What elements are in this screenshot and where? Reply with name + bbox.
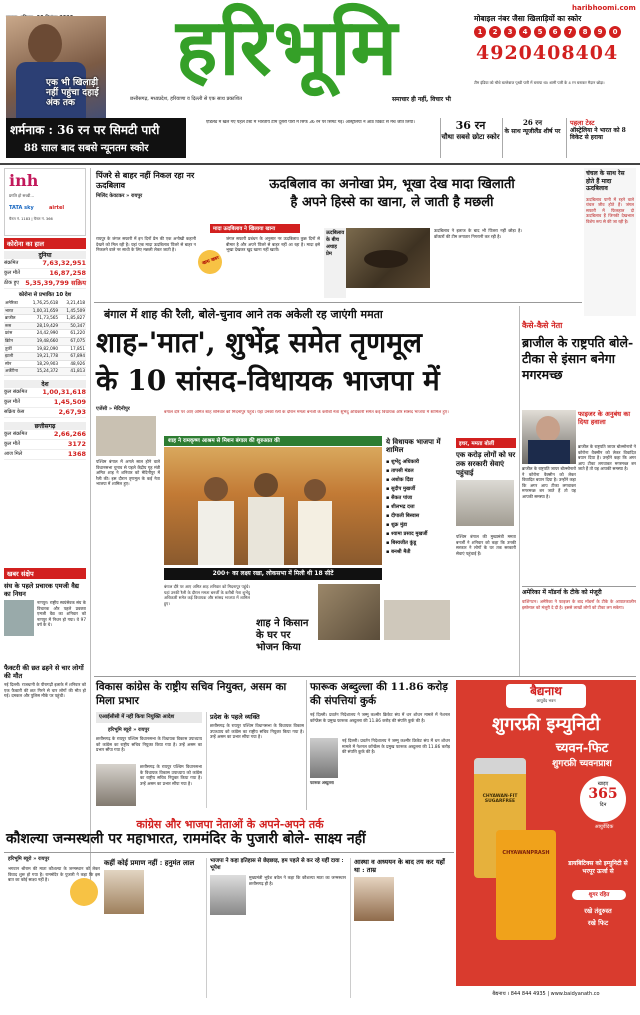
otter-headline-line2: है अपने हिस्से का खाना, ले जाती है मछली [290, 195, 494, 210]
list-item: ▪ सैकत पांजा [386, 495, 413, 501]
digit-ball: 4 [519, 26, 531, 38]
farooq-caption: फारूक अब्दुल्ला [310, 780, 334, 785]
ad-365-badge [580, 776, 626, 822]
khabar-title: खबर संक्षेप [4, 568, 86, 579]
digit-ball: 6 [549, 26, 561, 38]
stat-label: सक्रिय केस [4, 408, 25, 415]
table-cell: अमेरिका [4, 300, 23, 307]
world-title: दुनिया [4, 251, 86, 259]
farooq-body: नई दिल्ली। प्रवर्तन निदेशालय ने जम्मू कश्मीर क्रिकेट संघ में धन शोधन मामले में नेशनल कॉन्फ्रेंस के प्रमुख फारूक अब्दुल्ला की 11.86 करोड़ की संपत्ति कुर्क की है। [310, 712, 450, 723]
stat-row [4, 279, 86, 289]
joined-title: ये विधायक भाजपा में शामिल [386, 437, 441, 454]
bottom-q2-body: मुख्यमंत्री भूपेश बघेल ने कहा कि कौशल्या माता का जन्मस्थान छत्तीसगढ़ ही है। [249, 875, 346, 886]
banner-headline: शर्मनाक : 36 रन पर सिमटी पारी [10, 123, 160, 137]
baidyanath-ad [456, 680, 636, 1002]
bottom-badge [70, 878, 98, 906]
hanumant-photo [104, 870, 144, 914]
table-row [4, 368, 86, 376]
stat-row [4, 259, 86, 269]
ad-tag2: शुगर रहित [572, 890, 626, 900]
table-cell: 19,48,660 [23, 337, 59, 345]
otter-kicker-title: पिंजरे से बाहर नहीं निकल रहा नर ऊदबिलाव [96, 170, 195, 190]
khas-label: खास खबर [201, 255, 220, 267]
ad-tag1: डायबिटिक्स को इम्युनिटी से भरपूर ऊर्जा से [568, 860, 628, 875]
lead-body: पश्चिम बंगाल में अगले साल होने वाले विधानसभा चुनाव से पहले केंद्रीय गृह मंत्री अमित शाह ने शनिवार को मेदिनीपुर में रैली की। इस दौरान तृणमूल के कई नेता भाजपा में शामिल हुए। [96, 459, 160, 487]
ad-brand-sub: आयुर्वेद भवन [536, 698, 556, 703]
stat-label: ठीक हुए [4, 280, 20, 286]
stat-row [4, 408, 86, 418]
farm-title: शाह ने किसान के घर पर भोजन किया [256, 618, 309, 653]
bottom-headline: कौशल्या जन्मस्थली पर महाभारत, राममंदिर के पुजारी बोले- साक्ष्य नहीं [6, 831, 366, 847]
table-cell: 19,21,778 [23, 353, 59, 361]
otter-body2: जंगल सफारी प्रबंधन के अनुसार नर ऊदबिलाव कुछ दिनों से बीमार है और अपने पिंजरे से बाहर नहीं आ रहा है। मादा इसे भूखा देखकर खुद खाना नहीं खाती। [226, 236, 320, 253]
stat-label: कुल मौतें [4, 440, 20, 447]
lead-headline [96, 324, 512, 400]
table-cell: फ्रांस [4, 330, 23, 338]
otter-headline-line1: ऊदबिलाव का अनोखा प्रेम, भूखा देख मादा खिलाती [269, 177, 515, 192]
table-cell: रूस [4, 322, 23, 330]
otter-body1: रायपुर के जंगल सफारी में इन दिनों प्रेम की एक अनोखी कहानी देखने को मिल रही है। यहां एक मादा ऊदबिलाव पिंजरे से बाहर न निकलने वाले नर साथी के लिए मछली लेकर जाती है। [96, 236, 196, 253]
list-item: ▪ सुदीप मुखर्जी [386, 486, 416, 492]
corona-title: कोरोना का हाल [4, 238, 86, 249]
list-item: ▪ दीपाली बिस्वास [386, 513, 420, 519]
tatasky-label: TATA sky [9, 205, 34, 211]
ad-badge-bottom: दिन [599, 802, 607, 808]
table-row [4, 307, 86, 315]
bottom-q2 [206, 858, 346, 998]
box-test [566, 118, 634, 158]
digit-ball: 1 [474, 26, 486, 38]
cg-title: छत्तीसगढ़ [4, 422, 86, 430]
phone-score: 4920408404 [476, 42, 619, 64]
stat-label: कुल मौतें [4, 270, 20, 276]
otter-kicker [96, 170, 196, 232]
congress-kicker: एआईसीसी में नहीं किया नियुक्ति आदेश [96, 712, 202, 723]
list-item: ▪ अशोक दिंडा [386, 477, 414, 483]
ad-headline: शुगरफ्री इम्युनिटी [491, 714, 601, 735]
table-row [4, 322, 86, 330]
shah-rally-photo [164, 447, 382, 565]
side-body: ऊदबिलाव पानी में रहने वाले चंचल जीव होते हैं। जंगल सफारी में फिलहाल दो ऊदबिलाव हैं जिनकी देखभाल विशेष रूप से की जा रही है। [586, 196, 634, 224]
india-title: देश [4, 380, 86, 388]
stat-label: संक्रमित [4, 260, 19, 266]
ad-badge-foot: आयुर्वेदिक [594, 824, 614, 830]
table-cell: 15,24,372 [23, 368, 59, 376]
stat-value: 5,35,39,799 सक्रिय [25, 279, 86, 287]
box-26-title: 26 रन [523, 118, 542, 127]
table-cell: 19,82,090 [23, 345, 59, 353]
lead-stat: 200+ का लक्ष्य रखा, लोकसभा में मिली थी 18 सीटें [164, 568, 382, 580]
india-stats [4, 388, 86, 418]
digit-ball: 5 [534, 26, 546, 38]
table-cell: 1,45,509 [59, 307, 86, 315]
brazil-side-head: फाइजर के अनुबंध का दिया हवाला [578, 410, 631, 426]
logo: हरिभूमि [176, 2, 400, 93]
idhar-title: इधर, ममता बोलीं [456, 438, 516, 448]
idhar-body: पश्चिम बंगाल की मुख्यमंत्री ममता बनर्जी ने शनिवार को कहा कि उनकी सरकार ने लोगों के घर तक सरकारी सेवाएं पहुंचाई हैं। [456, 534, 516, 556]
lead-dateline: एजेंसी » मेदिनीपुर [96, 406, 130, 412]
masthead [0, 0, 640, 130]
lead-small-photo [96, 416, 156, 456]
box-26 [502, 118, 562, 158]
stat-row [4, 269, 86, 279]
lead-headline-line1: शाह-'मात', शुभेंद्र समेत तृणमूल [96, 326, 423, 359]
lead-body-col [96, 416, 160, 666]
channels: चैनल नं. 1183 | चैनल नं. 366 [9, 217, 53, 221]
tamra-photo [354, 877, 394, 921]
brazil-box [522, 320, 636, 410]
table-cell: 3,21,418 [59, 300, 86, 307]
otter-headline [202, 176, 582, 212]
lead-kicker: बंगाल में शाह की रैली, बोले-चुनाव आने तक अकेली रह जाएंगी ममता [104, 308, 383, 321]
table-cell: भारत [4, 307, 23, 315]
joined-list-box [386, 438, 450, 583]
ad-jar-2 [496, 830, 556, 940]
digit-ball: 9 [594, 26, 606, 38]
khabar-item2-body: नई दिल्ली। राजधानी के पीरागढ़ी इलाके में शनिवार को एक फैक्टरी की छत गिरने से चार लोगों की मौत हो गई। दमकल और पुलिस मौके पर पहुंची। [4, 682, 86, 699]
stat-label: कुल संक्रमित [4, 388, 28, 395]
side-title: चंचल के साथ रेस होते हैं मादा ऊदबिलाव [586, 170, 625, 192]
table-row [4, 353, 86, 361]
congress-body-2: छत्तीसगढ़ के रायपुर पश्चिम विधानसभा के विधायक विकास उपाध्याय को कांग्रेस का राष्ट्रीय सचिव नियुक्त किया गया है। उन्हें असम का प्रभार सौंपा गया है। [140, 764, 202, 786]
table-cell: अर्जेंटीना [4, 368, 23, 376]
usa-head: अमेरिका में मॉडर्ना के टीके को मंजूरी [522, 589, 602, 596]
dateline-box [6, 4, 106, 14]
farm-photo [318, 584, 380, 640]
digit-ball: 7 [564, 26, 576, 38]
usa-body: वाशिंगटन। अमेरिका ने फाइजर के बाद मॉडर्ना के टीके के आपातकालीन इस्तेमाल को मंजूरी दे दी है। इससे लाखों लोगों को टीका लग सकेगा। [522, 599, 636, 610]
mobile-score-box [474, 14, 634, 78]
table-row [4, 345, 86, 353]
ad-tag3: रखे तंदुरुस्त [584, 907, 612, 915]
congress-side-body: छत्तीसगढ़ के रायपुर पश्चिम विधानसभा के विधायक विकास उपाध्याय को कांग्रेस का राष्ट्रीय सचिव नियुक्त किया गया है। उन्हें असम का प्रभार सौंपा गया है। [210, 723, 304, 740]
khabar-sankshep [4, 568, 86, 898]
stat-value: 2,66,266 [53, 429, 86, 438]
otter-caption: ऊदबिलाव के बीच अथाह प्रेम [326, 230, 345, 257]
table-cell: 17,851 [59, 345, 86, 353]
stat-value: 1,00,31,618 [42, 387, 86, 396]
ad-badge-top: खाइए [597, 781, 609, 787]
corona-table [4, 300, 86, 376]
stat-row [4, 388, 86, 398]
bottom-q3 [350, 858, 452, 998]
banner-subhead: 88 साल बाद सबसे न्यूनतम स्कोर [24, 143, 149, 154]
corona-panel [4, 238, 86, 560]
mamata-photo [456, 480, 514, 526]
otter-caption-box [324, 228, 346, 298]
table-cell: 67,075 [59, 337, 86, 345]
stat-value: 1,45,509 [53, 397, 86, 406]
bottom-q3-head: आस्था व अध्ययन के बाद तय कर यहाँ था : ताम्र [354, 858, 445, 874]
table-cell: ब्रिटेन [4, 337, 23, 345]
digit-ball: 8 [579, 26, 591, 38]
ad-sub1: च्यवन-फिट [555, 741, 609, 756]
list-item: ▪ शुक्र मुंडा [386, 522, 408, 528]
box-36 [440, 118, 500, 158]
ad-brand: बैद्यनाथ [530, 684, 562, 698]
brazil-headline: ब्राजील के राष्ट्रपति बोले-टीका से इंसान बनेगा मगरमच्छ [522, 335, 634, 382]
table-cell: 48,926 [59, 360, 86, 368]
stat-value: 16,87,258 [49, 269, 86, 277]
stat-row [4, 440, 86, 450]
lead-intro: बंगाल दौरे पर आए अमित शाह शनिवार को मिदनापुर पहुंचे। यहां उनकी रैली के दौरान ममता बनर्जी के करीबी नेता शुभेंदु अधिकारी समेत कई विधायक और सांसद भाजपा में शामिल हुए। [164, 410, 449, 415]
list-item: ▪ शीलभद्र दत्ता [386, 504, 415, 510]
otter-body3: ऊदबिलाव ने इलाज के बाद भी पिंजरा नहीं छोड़ा है। डॉक्टरों की टीम लगातार निगरानी कर रही है। [434, 228, 522, 239]
ad-badge-num: 365 [588, 786, 618, 802]
box-test-title: पहला टेस्ट [570, 119, 595, 127]
bottom-byline: हरिभूमि ब्यूरो » रायपुर [8, 856, 50, 862]
table-cell: 1,85,827 [59, 315, 86, 323]
digit-row [474, 26, 634, 38]
ad-brand-box [506, 684, 586, 708]
stat-label: कुल मौतें [4, 398, 20, 405]
idhar-head: एक करोड़ लोगों को घर तक सरकारी सेवाएं पहुंचाई [456, 450, 516, 477]
table-row [4, 315, 86, 323]
table-row [4, 337, 86, 345]
congress-side-box [206, 712, 304, 808]
table-cell: स्पेन [4, 360, 23, 368]
stat-value: 1368 [67, 449, 86, 458]
stat-row [4, 450, 86, 460]
ad-jar2-label: CHYAWANPRASH [502, 850, 550, 856]
table-row [4, 300, 86, 307]
world-stats [4, 259, 86, 289]
box-36-sub: चौथा सबसे छोटा स्कोर [441, 132, 500, 141]
inh-ad [4, 168, 86, 236]
khabar-item2-head: फैक्टरी की छत ढहने से चार लोगों की मौत [4, 664, 84, 680]
stat-row [4, 430, 86, 440]
table-title: कोरोना से प्रभावित 10 देश [18, 292, 72, 298]
table-cell: 50,347 [59, 322, 86, 330]
digit-ball: 0 [609, 26, 621, 38]
otter-photo [346, 228, 430, 288]
otter-side-box [584, 168, 636, 316]
congress-body: छत्तीसगढ़ के रायपुर पश्चिम विधानसभा के विधायक विकास उपाध्याय को कांग्रेस का राष्ट्रीय सचिव नियुक्त किया गया है। उन्हें असम का प्रभार सौंपा गया है। [96, 736, 202, 753]
farooq-headline: फारूक अब्दुल्ला की 11.86 करोड़ की संपत्तियां कुर्क [310, 681, 448, 707]
ad-jar-label: CHYAWAN-FIT SUGARFREE [482, 794, 518, 804]
digit-ball: 2 [489, 26, 501, 38]
bottom-strip [8, 813, 452, 831]
table-row [4, 330, 86, 338]
bottom-q2-head: भाजपा ने कहा इतिहास से छेड़छाड़, हम पहले से कर रहे यहीं दावा : भूपेश [210, 858, 344, 871]
table-cell: इटली [4, 353, 23, 361]
bottom-strip-text: कांग्रेस और भाजपा नेताओं के अपने-अपने तर्क [136, 818, 324, 831]
vikas-photo [96, 764, 136, 806]
stat-row [4, 398, 86, 408]
ad-footer: बैद्यनाथ । 844 844 4935 | www.baidyanath.co [456, 986, 636, 1002]
khabar-item1-head: संघ के पहले प्रचारक एमजी वैद्य का निधन [4, 582, 79, 598]
inh-brand: inh [9, 171, 39, 190]
table-cell: 18,29,903 [23, 360, 59, 368]
table-cell: 28,19,429 [23, 322, 59, 330]
teaser-left: एक भी खिलाड़ी नहीं पहुंचा दहाई अंक तक [46, 78, 99, 108]
site-url: haribhoomi.com [572, 4, 636, 12]
joined-list [386, 458, 450, 557]
ad-sub2: शुगरफ्री च्यवनप्राश [552, 759, 612, 769]
table-cell: 24,42,990 [23, 330, 59, 338]
slogan: समाचार ही नहीं, विचार भी [392, 96, 451, 103]
usa-box [522, 586, 636, 670]
lead-photo-caption: शाह ने रामकृष्ण आश्रम से मिशन बंगाल की शुरुआत की [164, 436, 382, 446]
lead-headline-line2: के 10 सांसद-विधायक भाजपा में [96, 364, 440, 397]
box-26-sub: के साथ न्यूजीलैंड शीर्ष पर [504, 128, 561, 135]
table-cell: ब्राजील [4, 315, 23, 323]
brazil-body: ब्राजील के राष्ट्रपति जायर बोल्सोनारो ने कोरोना वैक्सीन को लेकर विवादित बयान दिया है। उन्होंने कहा कि अगर आप टीका लगवाकर मगरमच्छ बन जाते हैं तो यह आपकी समस्या है। [522, 466, 576, 499]
list-item: ▪ बिस्वजीत कुंडू [386, 540, 417, 546]
box-test-sub: ऑस्ट्रेलिया ने भारत को 8 विकेट से हराया [570, 127, 626, 141]
airtel-label: airtel [49, 205, 65, 211]
list-item: ▪ शुभेंदु अधिकारी [386, 459, 420, 465]
bottom-q1 [104, 858, 204, 998]
table-cell: 71,73,565 [23, 315, 59, 323]
inh-tagline: प्रगति हो सच्ची... [9, 193, 35, 198]
stat-label: आज मिले [4, 450, 23, 457]
bottom-body: भगवान श्रीराम की माता कौशल्या के जन्मस्थान को लेकर विवाद शुरू हो गया है। राममंदिर के पुजारी ने कहा कि इस बात का कोई साक्ष्य नहीं है। [8, 866, 100, 883]
bhupesh-photo [210, 875, 246, 915]
stat-label: कुल संक्रमित [4, 430, 28, 437]
ad-tag4: रखे फिट [587, 919, 609, 927]
score-banner [6, 118, 186, 158]
banner-body: एडिलेड में खेले गए पहले टेस्ट में भारतीय टीम दूसरी पारी में सिर्फ 36 रन पर सिमट गई। ऑस्ट्रेलिया ने आठ विकेट से मैच जीत लिया। [206, 120, 415, 125]
otter-byline: मिलिंद केवटकर » रायपुर [96, 193, 143, 199]
vaidya-photo [4, 600, 34, 636]
brazil-side-body: ब्राजील के राष्ट्रपति जायर बोल्सोनारो ने कोरोना वैक्सीन को लेकर विवादित बयान दिया है। उन्होंने कहा कि अगर आप टीका लगवाकर मगरमच्छ बन जाते हैं तो यह आपकी समस्या है। [578, 444, 636, 472]
congress-byline: हरिभूमि ब्यूरो » रायपुर [108, 727, 150, 733]
table-cell: 41,813 [59, 368, 86, 376]
table-cell: 1,76,25,618 [23, 300, 59, 307]
cricketer-photo [6, 16, 106, 126]
khabar-item1-body: नागपुर। राष्ट्रीय स्वयंसेवक संघ के विचारक और पहले प्रवक्ता एमजी वैद्य का शनिवार को नागपुर में निधन हो गया। वे 97 वर्ष के थे। [37, 600, 86, 628]
khas-badge [195, 247, 226, 278]
farooq-body-2: नई दिल्ली। प्रवर्तन निदेशालय ने जम्मू कश्मीर क्रिकेट संघ में धन शोधन मामले में नेशनल कॉन्फ्रेंस के प्रमुख फारूक अब्दुल्ला की 11.86 करोड़ की संपत्ति कुर्क की है। [342, 738, 450, 755]
congress-box-title: प्रदेश के पहले व्यक्ति [210, 713, 260, 721]
table-cell: 67,894 [59, 353, 86, 361]
stat-value: 7,63,32,951 [42, 259, 86, 267]
lead-extra-text: बंगाल दौरे पर आए अमित शाह शनिवार को मिदनापुर पहुंचे। यहां उनकी रैली के दौरान ममता बनर्जी के करीबी नेता शुभेंदु अधिकारी समेत कई विधायक और सांसद भाजपा में शामिल हुए। [164, 584, 250, 606]
table-cell: 61,220 [59, 330, 86, 338]
table-cell: 1,00,31,659 [23, 307, 59, 315]
table-row [4, 360, 86, 368]
farooq-photo [310, 738, 338, 778]
stat-value: 2,67,93 [58, 407, 86, 416]
tagline: छत्तीसगढ़, मध्यप्रदेश, हरियाणा व दिल्ली से एक साथ प्रकाशित [130, 96, 242, 102]
teaser-right-note: टीम इंडिया को चौथे बल्लेबाज पृथ्वी पारी में बनाया था। शामी पारी के 4 रन बनाकर मैदान छोड़ा। [474, 80, 605, 85]
cg-stats [4, 430, 86, 460]
otter-subbox: मादा ऊदबिलाव ने खिलाया खाना [210, 224, 300, 233]
list-item: ▪ श्यामा प्रसाद मुखर्जी [386, 531, 428, 537]
brazil-kicker: कैसे-कैसे नेता [522, 320, 563, 330]
mobile-title: मोबाइल नंबर जैसा खिलाड़ियों का स्कोर [474, 14, 582, 23]
box-36-title: 36 रन [455, 119, 486, 132]
stat-value: 3172 [67, 439, 86, 448]
bottom-q1-head: कहीं कोई प्रमाण नहीं : हनुमंत लाल [104, 858, 195, 867]
list-item: ▪ तापसी मंडल [386, 468, 414, 474]
bolsonaro-photo [522, 410, 576, 464]
digit-ball: 3 [504, 26, 516, 38]
table-cell: तुर्की [4, 345, 23, 353]
list-item: ▪ बनश्री मैती [386, 549, 411, 555]
farm-photo-2 [384, 600, 450, 640]
congress-headline: विकास कांग्रेस के राष्ट्रीय सचिव नियुक्त, असम का मिला प्रभार [96, 681, 287, 707]
